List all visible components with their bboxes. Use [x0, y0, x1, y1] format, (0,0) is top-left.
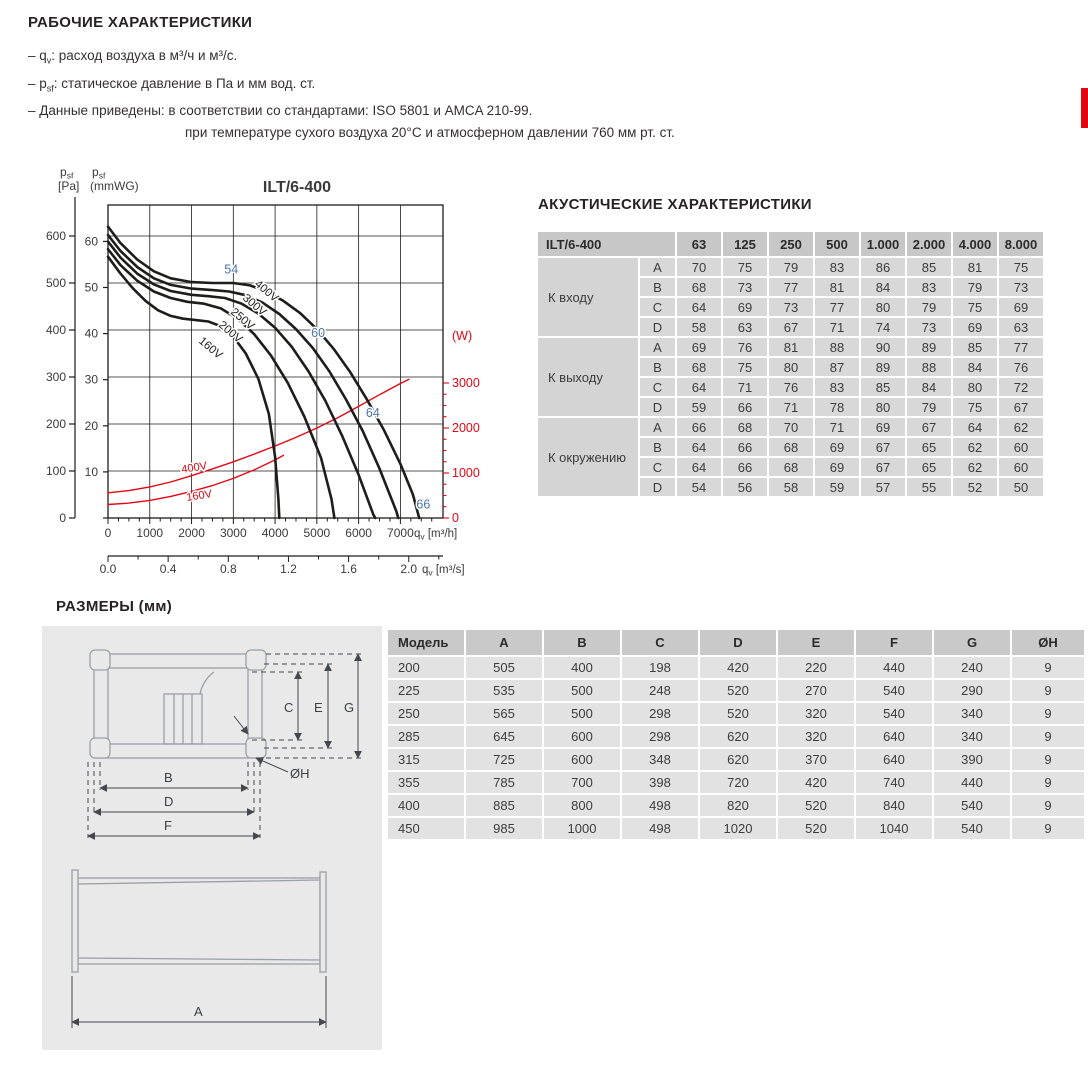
bullet-pressure: – $p_{sf}$: статическое давление в Па и мм вод. ст.	[28, 75, 316, 94]
dimension-value-cell: 298	[622, 703, 698, 724]
acoustic-value-cell: 81	[815, 278, 859, 296]
acoustic-value-cell: 68	[723, 418, 767, 436]
dimension-value-cell: 9	[1012, 726, 1084, 747]
dimension-value-cell: 398	[622, 772, 698, 793]
svg-text:1000: 1000	[136, 526, 164, 540]
acoustic-value-cell: 85	[907, 258, 951, 276]
dimension-value-cell: 1000	[544, 818, 620, 839]
dimension-value-cell: 420	[778, 772, 854, 793]
acoustic-value-cell: 57	[861, 478, 905, 496]
acoustic-value-cell: 65	[907, 458, 951, 476]
dimension-value-cell: 785	[466, 772, 542, 793]
dimension-value-cell: 725	[466, 749, 542, 770]
svg-text:600: 600	[45, 229, 66, 243]
acoustic-value-cell: 71	[769, 398, 813, 416]
svg-text:20: 20	[84, 418, 98, 433]
acoustic-value-cell: 75	[723, 258, 767, 276]
dimension-value-cell: 240	[934, 657, 1010, 678]
acoustic-value-cell: 76	[723, 338, 767, 356]
acoustic-value-cell: 73	[999, 278, 1043, 296]
acoustic-value-cell: 69	[861, 418, 905, 436]
acoustic-value-cell: 76	[769, 378, 813, 396]
acoustic-value-cell: 79	[907, 298, 951, 316]
svg-text:psf: $p_{sf}$	[60, 165, 74, 181]
svg-text:0.4: 0.4	[159, 562, 177, 576]
dimensions-column-header: ØH	[1012, 630, 1084, 655]
svg-text:2000: 2000	[178, 526, 205, 540]
dimension-value-cell: 540	[934, 795, 1010, 816]
dimension-value-cell: 520	[700, 703, 776, 724]
acoustic-value-cell: 59	[815, 478, 859, 496]
svg-text:qv [m³/h]: $q_v$ [m³/h]	[414, 528, 458, 542]
svg-text:50: 50	[84, 280, 98, 295]
acoustic-value-cell: 70	[677, 258, 721, 276]
dimension-value-cell: 1040	[856, 818, 932, 839]
model-cell: 225	[388, 680, 464, 701]
svg-text:0: 0	[452, 511, 459, 525]
acoustic-value-cell: 80	[861, 298, 905, 316]
acoustic-value-cell: 63	[723, 318, 767, 336]
acoustic-value-cell: 88	[907, 358, 951, 376]
acoustic-value-cell: 64	[677, 378, 721, 396]
acoustic-row-key: D	[640, 398, 675, 416]
frequency-header: 250	[769, 232, 813, 256]
acoustic-value-cell: 68	[769, 458, 813, 476]
acoustic-value-cell: 67	[769, 318, 813, 336]
svg-text:300V: 300V	[240, 292, 269, 319]
acoustic-value-cell: 80	[861, 398, 905, 416]
acoustic-value-cell: 76	[999, 358, 1043, 376]
acoustic-row-key: B	[640, 438, 675, 456]
dimension-value-cell: 540	[856, 680, 932, 701]
dimension-value-cell: 640	[856, 749, 932, 770]
dimension-value-cell: 270	[778, 680, 854, 701]
bullet-conditions: при температуре сухого воздуха 20°C и атмосферном давлении 760 мм рт. ст.	[185, 125, 675, 141]
dimension-value-cell: 840	[856, 795, 932, 816]
drawing-panel-background	[42, 626, 382, 1050]
acoustic-value-cell: 58	[769, 478, 813, 496]
acoustic-value-cell: 84	[907, 378, 951, 396]
dimension-value-cell: 640	[856, 726, 932, 747]
bullet-airflow: – $q_v$: расход воздуха в м³/ч и м³/с.	[28, 48, 238, 66]
acoustic-value-cell: 71	[815, 318, 859, 336]
frequency-header: 125	[723, 232, 767, 256]
acoustic-table	[536, 230, 1045, 498]
frequency-header: 63	[677, 232, 721, 256]
acoustic-value-cell: 89	[861, 358, 905, 376]
acoustic-value-cell: 79	[953, 278, 997, 296]
dimension-value-cell: 600	[544, 726, 620, 747]
acoustic-row-key: A	[640, 418, 675, 436]
svg-text:400: 400	[45, 323, 66, 337]
acoustic-value-cell: 73	[769, 298, 813, 316]
acoustic-value-cell: 88	[815, 338, 859, 356]
acoustic-value-cell: 84	[953, 358, 997, 376]
svg-text:3000: 3000	[219, 526, 247, 540]
dimension-value-cell: 220	[778, 657, 854, 678]
acoustic-row	[538, 258, 1043, 276]
dimensions-row	[388, 818, 1084, 839]
model-cell: 400	[388, 795, 464, 816]
dimensions-column-header: Модель	[388, 630, 464, 655]
dimension-value-cell: 290	[934, 680, 1010, 701]
svg-text:(mmWG): (mmWG)	[90, 179, 139, 193]
acoustic-value-cell: 85	[953, 338, 997, 356]
acoustic-value-cell: 64	[677, 438, 721, 456]
dimension-value-cell: 820	[700, 795, 776, 816]
working-characteristics-title: РАБОЧИЕ ХАРАКТЕРИСТИКИ	[28, 14, 253, 31]
performance-chart	[30, 163, 530, 588]
acoustic-value-cell: 84	[861, 278, 905, 296]
acoustic-value-cell: 74	[861, 318, 905, 336]
dimensions-column-header: B	[544, 630, 620, 655]
acoustic-value-cell: 68	[677, 358, 721, 376]
label-F: F	[164, 818, 172, 833]
svg-text:0: 0	[104, 526, 112, 540]
acoustic-value-cell: 64	[677, 298, 721, 316]
acoustic-value-cell: 67	[861, 458, 905, 476]
performance-chart-svg	[30, 163, 530, 588]
red-page-tab	[1081, 88, 1088, 128]
svg-text:300: 300	[45, 370, 66, 384]
svg-text:66: 66	[416, 497, 431, 512]
acoustic-row-key: A	[640, 338, 675, 356]
dimension-value-cell: 520	[700, 680, 776, 701]
acoustic-value-cell: 75	[953, 298, 997, 316]
dimension-value-cell: 248	[622, 680, 698, 701]
acoustic-value-cell: 67	[999, 398, 1043, 416]
svg-text:1.6: 1.6	[340, 562, 357, 576]
label-C: C	[284, 700, 294, 715]
acoustic-value-cell: 69	[815, 458, 859, 476]
acoustic-value-cell: 77	[769, 278, 813, 296]
dimension-value-cell: 740	[856, 772, 932, 793]
acoustic-value-cell: 64	[953, 418, 997, 436]
svg-text:10: 10	[84, 464, 98, 479]
acoustic-value-cell: 69	[723, 298, 767, 316]
acoustic-value-cell: 68	[677, 278, 721, 296]
label-G: G	[344, 700, 355, 715]
model-cell: 315	[388, 749, 464, 770]
working-characteristics-section	[28, 14, 1028, 147]
acoustic-row	[538, 418, 1043, 436]
label-E: E	[314, 700, 323, 715]
acoustic-value-cell: 77	[815, 298, 859, 316]
acoustic-value-cell: 69	[815, 438, 859, 456]
acoustic-value-cell: 55	[907, 478, 951, 496]
acoustic-value-cell: 66	[723, 438, 767, 456]
acoustic-value-cell: 52	[953, 478, 997, 496]
acoustic-row-key: B	[640, 358, 675, 376]
svg-text:0.8: 0.8	[219, 562, 237, 576]
svg-text:64: 64	[365, 405, 380, 420]
label-OH: ØH	[290, 766, 310, 781]
svg-text:5000: 5000	[303, 526, 331, 540]
svg-text:psf: $p_{sf}$	[92, 165, 106, 181]
dimension-value-cell: 498	[622, 818, 698, 839]
svg-text:2000: 2000	[452, 421, 480, 435]
dimension-value-cell: 520	[778, 818, 854, 839]
acoustic-row-key: B	[640, 278, 675, 296]
acoustic-group-label: К выходу	[538, 338, 638, 416]
dimension-value-cell: 9	[1012, 680, 1084, 701]
model-cell: 200	[388, 657, 464, 678]
dimensions-row	[388, 772, 1084, 793]
svg-text:160V: 160V	[185, 488, 213, 504]
acoustic-group-label: К окружению	[538, 418, 638, 496]
frequency-header: 8.000	[999, 232, 1043, 256]
dimension-value-cell: 340	[934, 703, 1010, 724]
svg-text:60: 60	[311, 326, 326, 341]
frequency-header: 1.000	[861, 232, 905, 256]
acoustic-value-cell: 66	[723, 458, 767, 476]
dimension-value-cell: 198	[622, 657, 698, 678]
acoustic-value-cell: 81	[769, 338, 813, 356]
label-B: B	[164, 770, 173, 785]
frequency-header: 4.000	[953, 232, 997, 256]
label-A: A	[194, 1004, 203, 1019]
acoustic-row-key: C	[640, 378, 675, 396]
acoustic-value-cell: 71	[815, 418, 859, 436]
acoustic-value-cell: 58	[677, 318, 721, 336]
svg-text:400V: 400V	[180, 460, 208, 476]
acoustic-value-cell: 89	[907, 338, 951, 356]
dimension-value-cell: 440	[934, 772, 1010, 793]
dimension-value-cell: 340	[934, 726, 1010, 747]
acoustic-value-cell: 87	[815, 358, 859, 376]
acoustic-value-cell: 90	[861, 338, 905, 356]
svg-text:4000: 4000	[261, 526, 289, 540]
dimension-value-cell: 985	[466, 818, 542, 839]
svg-text:30: 30	[84, 372, 98, 387]
dimension-value-cell: 720	[700, 772, 776, 793]
acoustic-value-cell: 67	[861, 438, 905, 456]
svg-text:250V: 250V	[228, 306, 257, 333]
acoustic-value-cell: 83	[907, 278, 951, 296]
svg-text:6000: 6000	[345, 526, 372, 540]
acoustic-value-cell: 71	[723, 378, 767, 396]
dimension-value-cell: 565	[466, 703, 542, 724]
dimensions-row	[388, 657, 1084, 678]
acoustic-value-cell: 64	[677, 458, 721, 476]
dimensions-header-row	[388, 630, 1084, 655]
acoustic-value-cell: 73	[723, 278, 767, 296]
acoustic-value-cell: 69	[999, 298, 1043, 316]
acoustic-value-cell: 77	[999, 338, 1043, 356]
dimension-value-cell: 390	[934, 749, 1010, 770]
svg-text:160V: 160V	[196, 335, 225, 362]
acoustic-value-cell: 62	[953, 458, 997, 476]
dimensions-row	[388, 703, 1084, 724]
dimension-value-cell: 9	[1012, 818, 1084, 839]
acoustic-header-row	[538, 232, 1043, 256]
dimension-value-cell: 700	[544, 772, 620, 793]
dimension-value-cell: 1020	[700, 818, 776, 839]
svg-text:200: 200	[45, 417, 66, 431]
acoustic-row-key: D	[640, 478, 675, 496]
dimension-value-cell: 500	[544, 680, 620, 701]
acoustic-value-cell: 62	[953, 438, 997, 456]
svg-text:54: 54	[224, 262, 239, 277]
dimension-value-cell: 505	[466, 657, 542, 678]
dimension-value-cell: 348	[622, 749, 698, 770]
acoustic-value-cell: 56	[723, 478, 767, 496]
dimensions-column-header: E	[778, 630, 854, 655]
dimensions-column-header: C	[622, 630, 698, 655]
acoustic-value-cell: 59	[677, 398, 721, 416]
model-cell: 285	[388, 726, 464, 747]
acoustic-value-cell: 85	[861, 378, 905, 396]
dimension-value-cell: 400	[544, 657, 620, 678]
acoustic-value-cell: 75	[953, 398, 997, 416]
model-cell: 355	[388, 772, 464, 793]
acoustic-row-key: C	[640, 298, 675, 316]
dimension-value-cell: 498	[622, 795, 698, 816]
svg-text:40: 40	[84, 326, 98, 341]
svg-text:7000: 7000	[387, 526, 414, 540]
dimensions-table	[386, 628, 1086, 841]
dimension-value-cell: 500	[544, 703, 620, 724]
acoustic-title: АКУСТИЧЕСКИЕ ХАРАКТЕРИСТИКИ	[538, 196, 812, 213]
dimensions-row	[388, 749, 1084, 770]
acoustic-model-header: ILT/6-400	[538, 232, 675, 256]
dimensions-row	[388, 795, 1084, 816]
dimensions-row	[388, 726, 1084, 747]
svg-text:100: 100	[45, 464, 66, 478]
frequency-header: 2.000	[907, 232, 951, 256]
label-D: D	[164, 794, 174, 809]
dimension-value-cell: 600	[544, 749, 620, 770]
acoustic-value-cell: 80	[769, 358, 813, 376]
acoustic-row	[538, 338, 1043, 356]
acoustic-group-label: К входу	[538, 258, 638, 336]
acoustic-value-cell: 68	[769, 438, 813, 456]
acoustic-value-cell: 60	[999, 438, 1043, 456]
acoustic-value-cell: 83	[815, 378, 859, 396]
frequency-header: 500	[815, 232, 859, 256]
dimension-value-cell: 9	[1012, 772, 1084, 793]
acoustic-row-key: C	[640, 458, 675, 476]
acoustic-value-cell: 63	[999, 318, 1043, 336]
acoustic-value-cell: 79	[769, 258, 813, 276]
acoustic-value-cell: 60	[999, 458, 1043, 476]
dimension-value-cell: 800	[544, 795, 620, 816]
dimension-value-cell: 9	[1012, 703, 1084, 724]
dimensions-column-header: F	[856, 630, 932, 655]
dimension-drawing	[42, 626, 382, 1050]
acoustic-value-cell: 69	[677, 338, 721, 356]
acoustic-value-cell: 70	[769, 418, 813, 436]
dimension-value-cell: 885	[466, 795, 542, 816]
dimensions-row	[388, 680, 1084, 701]
dimension-value-cell: 620	[700, 749, 776, 770]
svg-text:1000: 1000	[452, 466, 480, 480]
acoustic-value-cell: 66	[677, 418, 721, 436]
dimensions-column-header: D	[700, 630, 776, 655]
acoustic-value-cell: 80	[953, 378, 997, 396]
dimension-value-cell: 9	[1012, 657, 1084, 678]
acoustic-value-cell: 65	[907, 438, 951, 456]
model-cell: 450	[388, 818, 464, 839]
acoustic-value-cell: 75	[723, 358, 767, 376]
dimension-value-cell: 420	[700, 657, 776, 678]
svg-text:[Pa]: [Pa]	[58, 179, 80, 193]
acoustic-value-cell: 83	[815, 258, 859, 276]
svg-text:qv [m³/s]: $q_v$ [m³/s]	[422, 564, 465, 578]
dimension-value-cell: 620	[700, 726, 776, 747]
svg-text:500: 500	[45, 276, 66, 290]
acoustic-value-cell: 86	[861, 258, 905, 276]
svg-text:(W): (W)	[452, 329, 473, 343]
svg-text:400V: 400V	[252, 278, 281, 305]
svg-text:1.2: 1.2	[280, 562, 297, 576]
dimension-value-cell: 645	[466, 726, 542, 747]
svg-text:200V: 200V	[216, 319, 245, 346]
acoustic-value-cell: 72	[999, 378, 1043, 396]
acoustic-value-cell: 62	[999, 418, 1043, 436]
acoustic-value-cell: 75	[999, 258, 1043, 276]
dimension-value-cell: 370	[778, 749, 854, 770]
svg-text:60: 60	[84, 234, 98, 249]
acoustic-value-cell: 73	[907, 318, 951, 336]
dimension-value-cell: 320	[778, 703, 854, 724]
bullet-standards: – Данные приведены: в соответствии со стандартами: ISO 5801 и AMCA 210-99.	[28, 103, 533, 119]
acoustic-row-key: A	[640, 258, 675, 276]
dimension-value-cell: 320	[778, 726, 854, 747]
dimension-value-cell: 535	[466, 680, 542, 701]
dimension-value-cell: 9	[1012, 795, 1084, 816]
acoustic-value-cell: 54	[677, 478, 721, 496]
acoustic-value-cell: 67	[907, 418, 951, 436]
acoustic-value-cell: 81	[953, 258, 997, 276]
dimension-value-cell: 298	[622, 726, 698, 747]
svg-text:2.0: 2.0	[400, 562, 418, 576]
dimension-value-cell: 440	[856, 657, 932, 678]
acoustic-value-cell: 66	[723, 398, 767, 416]
acoustic-value-cell: 78	[815, 398, 859, 416]
svg-text:0.0: 0.0	[99, 562, 117, 576]
dimension-value-cell: 540	[856, 703, 932, 724]
dimensions-column-header: G	[934, 630, 1010, 655]
acoustic-row-key: D	[640, 318, 675, 336]
acoustic-value-cell: 69	[953, 318, 997, 336]
dimension-value-cell: 9	[1012, 749, 1084, 770]
svg-text:ILT/6-400: ILT/6-400	[262, 179, 332, 196]
model-cell: 250	[388, 703, 464, 724]
svg-text:0: 0	[59, 511, 66, 525]
dimension-value-cell: 520	[778, 795, 854, 816]
acoustic-value-cell: 79	[907, 398, 951, 416]
dimensions-title: РАЗМЕРЫ (мм)	[56, 598, 173, 615]
dimension-value-cell: 540	[934, 818, 1010, 839]
svg-text:3000: 3000	[452, 376, 480, 390]
acoustic-value-cell: 50	[999, 478, 1043, 496]
dimensions-column-header: A	[466, 630, 542, 655]
